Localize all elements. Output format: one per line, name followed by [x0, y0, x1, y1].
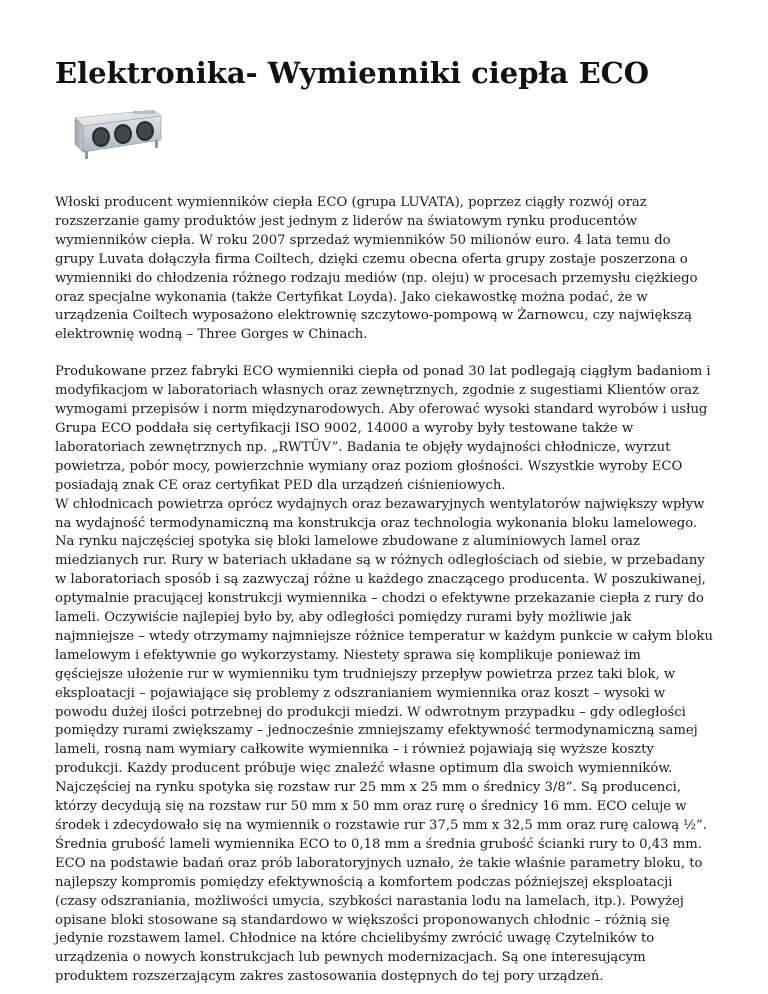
article-body [55, 194, 713, 987]
page-title: Elektronika- Wymienniki ciepła ECO [55, 56, 650, 90]
paragraph-tube-spacing: Najczęściej na rynku spotyka się rozstaw rur 25 mm x 25 mm o średnicy 3/8”. Są producenci, którzy decydują się na rozstaw rur 50 mm x 50 mm oraz rurę o średnicy 16 mm. ECO celuje w środek i zdecydowało się na wymiennik o rozstawie rur 37,5 mm x 32,5 mm oraz rurę calową ½”. Średnia grubość lameli wymiennika ECO to 0,18 mm a średnia grubość ścianki rury to 0,43 mm. ECO na podstawie badań oraz prób laboratoryjnych uznało, że takie właśnie parametry bloku, to najlepszy kompromis pomiędzy efektywnością a komfortem podczas późniejszej eksploatacji (czasy odszraniania, możliwości umycia, szybkości narastania lodu na lamelach, itp.). Powyżej opisane bloki stosowane są standardowo w większości proponowanych chłodnic – różnią się jedynie rozstawem lamel. Chłodnice na które chcielibyśmy zwrócić uwagę Czytelników to urządzenia o nowych konstrukcjach lub pewnych modernizacjach. Są one interesującym produktem rozszerzającym zakres zastosowania dostępnych do tej pory urządzeń. [55, 780, 707, 985]
paragraph-intro: Włoski producent wymienników ciepła ECO (grupa LUVATA), poprzez ciągły rozwój oraz rozszerzanie gamy produktów jest jednym z liderów na światowym rynku producentów wymienników ciepła. W roku 2007 sprzedaż wymienników 50 milionów euro. 4 lata temu do grupy Luvata dołączyła firma Coiltech, dzięki czemu obecna oferta grupy zostaje poszerzona o wymienniki do chłodzenia różnego rodzaju mediów (np. oleju) w procesach przemysłu ciężkiego oraz specjalne wykonania (także Certyfikat Loyda). Jako ciekawostkę można podać, że w urządzenia Coiltech wyposażono elektrownię szczytowo-pompową w Żarnowcu, czy największą elektrownię wodną – Three Gorges w Chinach. [55, 195, 698, 343]
paragraph-construction: W chłodnicach powietrza oprócz wydajnych oraz bezawaryjnych wentylatorów największy wpływ na wydajność termodynamiczną ma konstrukcja oraz technologia wykonania bloku lamelowego. Na rynku najczęściej spotyka się bloki lamelowe zbudowane z aluminiowych lamel oraz miedzianych rur. Rury w bateriach układane są w różnych odległościach od siebie, w przebadany w laboratoriach sposób i są zazwyczaj różne u każdego znaczącego producenta. W poszukiwanej, optymalnie pracującej konstrukcji wymiennika – chodzi o efektywne przekazanie ciepła z rury do lameli. Oczywiście najlepiej było by, aby odległości pomiędzy rurami były możliwie jak najmniejsze – wtedy otrzymamy najmniejsze różnice temperatur w każdym punkcie w całym bloku lamelowym i efektywnie go wykorzystamy. Niestety sprawa się komplikuje ponieważ im gęściejsze ułożenie rur w wymienniku tym trudniejszy przepływ powietrza przez taki blok, w eksploatacji – pojawiające się problemy z odszranianiem wymiennika oraz koszt – wysoki w powodu dużej ilości potrzebnej do produkcji miedzi. W odwrotnym przypadku – gdy odległości pomiędzy rurami zwiększamy – jednocześnie zmniejszamy efektywność termodynamiczną samej lameli, rosną nam wymiary całkowite wymiennika – i również pojawiają się wyższe koszty produkcji. Każdy producent próbuje więc znaleźć własne optimum dla swoich wymienników. [55, 496, 713, 777]
product-image [55, 106, 167, 166]
air-cooler-illustration [55, 106, 167, 166]
paragraph-research: Produkowane przez fabryki ECO wymienniki ciepła od ponad 30 lat podlegają ciągłym badaniom i modyfikacjom w laboratoriach własnych oraz zewnętrznych, zgodnie z sugestiami Klientów oraz wymogami przepisów i norm międzynarodowych. Aby oferować wysoki standard wyrobów i usług Grupa ECO poddała się certyfikacji ISO 9002, 14000 a wyroby były testowane także w laboratoriach zewnętrznych np. „RWTÜV”. Badania te objęły wydajności chłodnicze, wyrzut powietrza, pobór mocy, powierzchnie wymiany oraz poziom głośności. Wszystkie wyroby ECO posiadają znak CE oraz certyfikat PED dla urządzeń ciśnieniowych. [55, 364, 711, 493]
